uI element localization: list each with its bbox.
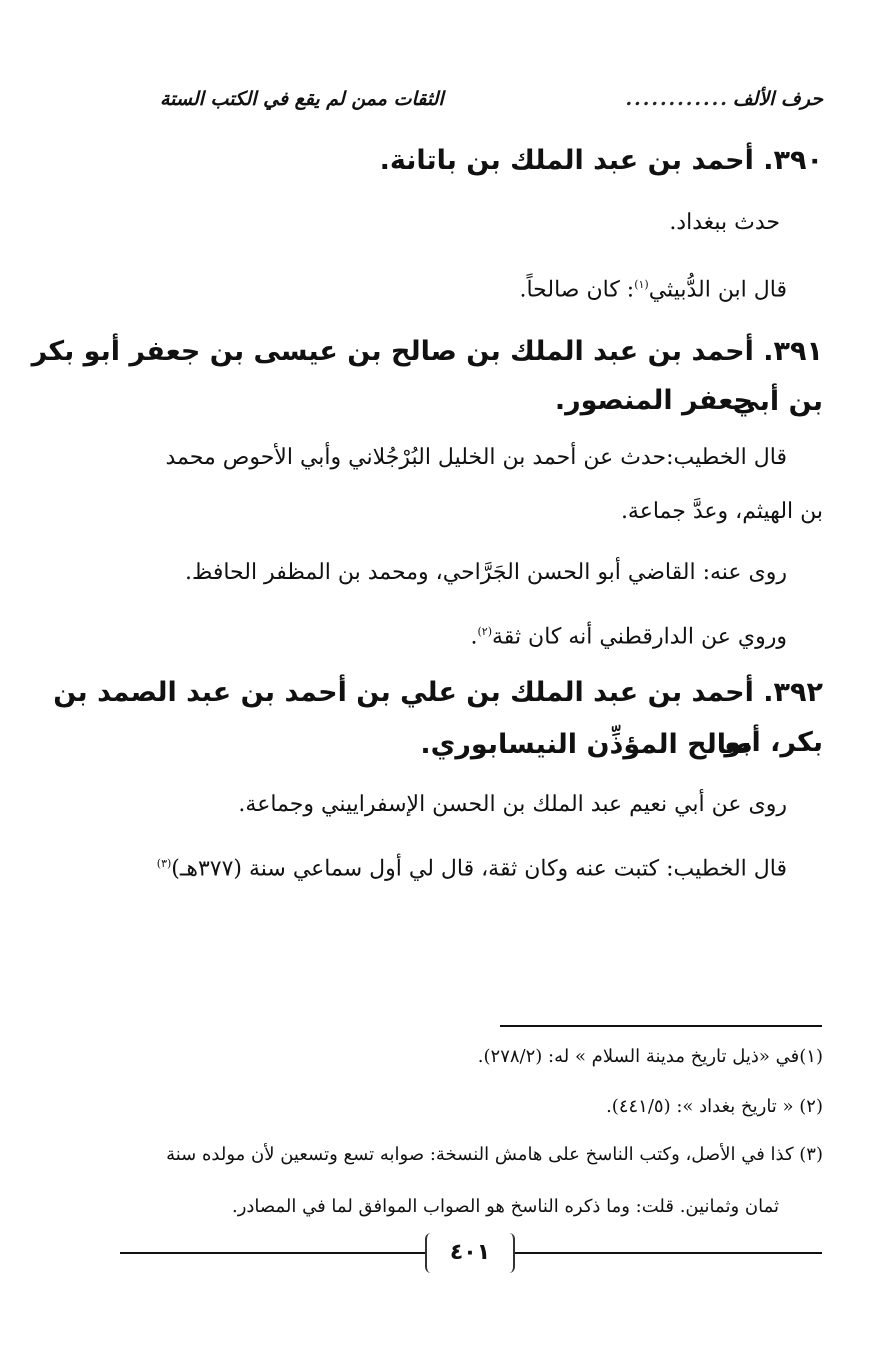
body-text: بن الهيثم، وعدَّ جماعة.: [620, 499, 823, 524]
footnote-3-continued: ثمان وثمانين. قلت: وما ذكره الناسخ هو الصواب الموافق لما في المصادر.: [231, 1196, 779, 1217]
body-text: قال الخطيب: كتبت عنه وكان ثقة، قال لي أول سماعي سنة (٣٧٧هـ): [171, 856, 787, 882]
body-text: قال الخطيب:حدث عن أحمد بن الخليل البُرْجُلاني وأبي الأحوص محمد: [165, 445, 787, 470]
body-text: قال ابن الدُّبيثي: [648, 277, 787, 303]
footnote-1: (١)في «ذيل تاريخ مدينة السلام » له: (٢٧٨/٢).: [477, 1046, 823, 1067]
entry-391-line-3: [185, 553, 787, 593]
footnote-3: (٣) كذا في الأصل، وكتب الناسخ على هامش النسخة: صوابه تسع وتسعين لأن مولده سنة: [166, 1144, 823, 1165]
book-title: الثقات ممن لم يقع في الكتب الستة: [160, 88, 444, 110]
footnote-2: (٢) « تاريخ بغداد »: (٤٤١/٥).: [606, 1096, 823, 1117]
body-text: روى عنه: القاضي أبو الحسن الجَرَّاحي، ومحمد بن المظفر الحافظ.: [184, 560, 787, 585]
entry-390-line-2: [519, 265, 787, 310]
entry-392-line-2: [157, 844, 787, 889]
entry-392-line-1: [238, 785, 787, 825]
entry-391-line-4: [471, 612, 788, 657]
entry-title-390: ٣٩٠. أحمد بن عبد الملك بن باتانة.: [379, 145, 823, 176]
running-header: [160, 84, 823, 114]
chapter-name: حرف الألف: [732, 88, 823, 110]
body-text: : كان صالحاً.: [519, 277, 635, 303]
footer-rule-left: [120, 1252, 425, 1254]
body-text: وروي عن الدارقطني أنه كان ثقة: [492, 624, 787, 650]
body-text: حدث ببغداد.: [669, 210, 780, 235]
footer-rule-right: [511, 1252, 822, 1254]
footnote-ref: (٢): [477, 625, 493, 638]
footnote-ref: (٣): [156, 857, 172, 870]
footnote-separator: [500, 1025, 822, 1027]
entry-title-392-line-1: ٣٩٢. أحمد بن عبد الملك بن علي بن أحمد بن عبد الصمد بن بكر، أبو: [53, 677, 823, 758]
footnote-ref: (١): [634, 278, 649, 291]
entry-title-391-line-2: جعفر المنصور.: [554, 385, 753, 416]
entry-title-391-line-1: ٣٩١. أحمد بن عبد الملك بن صالح بن عيسى بن جعفر أبو بكر بن أبي: [31, 336, 823, 417]
page-number: ٤٠١: [425, 1233, 515, 1273]
entry-390-line-1: [669, 203, 780, 243]
header-leader-dots: ............: [625, 88, 729, 110]
entry-391-line-1: [166, 438, 788, 478]
body-text: .: [470, 624, 478, 650]
body-text: روى عن أبي نعيم عبد الملك بن الحسن الإسفراييني وجماعة.: [238, 792, 787, 817]
entry-391-line-2: [621, 492, 823, 532]
entry-title-392-line-2: صالح المؤذِّن النيسابوري.: [420, 729, 753, 760]
